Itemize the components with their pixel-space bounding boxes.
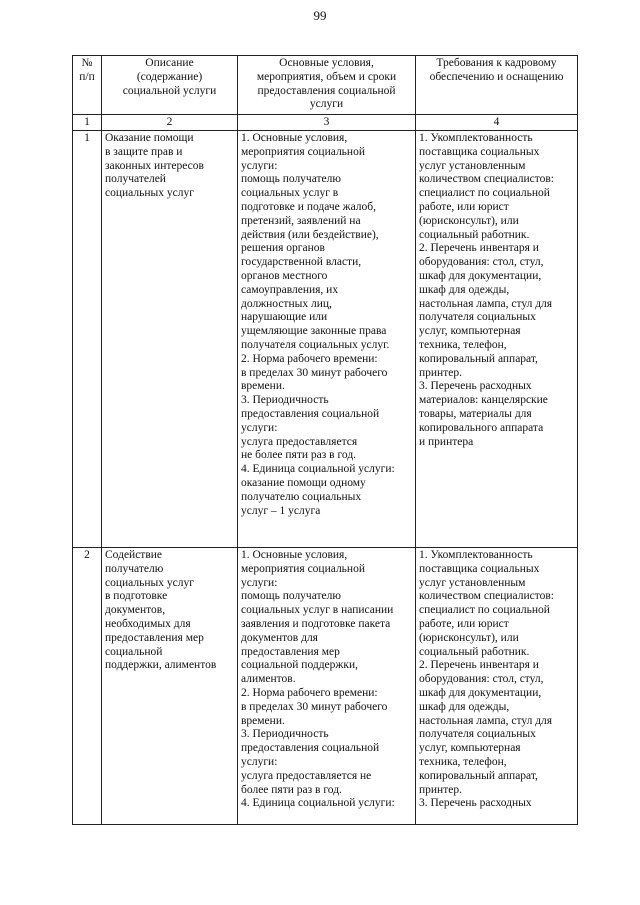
text-line: документов, [105, 604, 166, 617]
text-line: специалист по социальной [419, 187, 550, 200]
text-line: предоставления социальной [241, 742, 380, 755]
text-line: в пределах 30 минут рабочего [241, 366, 388, 379]
text-line: 1. Основные условия, [241, 549, 348, 561]
text-line: социальной [105, 645, 163, 658]
text-line: помощь получателю [241, 173, 341, 186]
text-line: предоставления социальной [241, 407, 380, 420]
header-cell-number [73, 56, 102, 115]
text-line: работе, или юрист [419, 200, 509, 213]
text-line: 2. Норма рабочего времени: [241, 352, 378, 365]
text-line: получателя социальных [419, 728, 536, 741]
text-line: принтер. [419, 783, 462, 796]
text-line: не более пяти раз в год. [241, 449, 357, 462]
text-line: услуги: [241, 576, 278, 589]
text-line: (юрисконсульт), или [419, 631, 519, 644]
text-line: самоуправления, их [241, 283, 339, 296]
text-line: Описание [145, 57, 194, 69]
text-line: подготовке и подаче жалоб, [241, 200, 377, 213]
text-line: специалист по социальной [419, 604, 550, 617]
header-cell-description [102, 56, 238, 115]
column-number: 1 [73, 115, 102, 131]
row-number: 1 [73, 131, 102, 548]
text-line: органов местного [241, 269, 328, 282]
service-requirements [416, 131, 578, 548]
text-line: услуга предоставляется не [241, 769, 372, 782]
text-line: социальный работник. [419, 228, 530, 241]
text-line: шкаф для одежды, [419, 700, 510, 713]
text-line: копировального аппарата [419, 421, 544, 434]
text-line: действия (или бездействие), [241, 228, 379, 241]
service-requirements [416, 548, 578, 825]
text-line: времени. [241, 714, 285, 727]
service-description [102, 131, 238, 548]
text-line: п/п [79, 70, 95, 83]
text-line: социальных услуг [105, 187, 194, 200]
text-line: мероприятия социальной [241, 145, 365, 158]
text-line: 3. Перечень расходных [419, 380, 532, 393]
text-line: материалов: канцелярские [419, 394, 548, 407]
text-line: 3. Периодичность [241, 728, 329, 741]
text-line: социальной поддержки, [241, 659, 358, 672]
text-line: копировальный аппарат, [419, 769, 538, 782]
header-cell-requirements [416, 56, 578, 115]
text-line: получателей [105, 173, 166, 186]
text-line: 3. Перечень расходных [419, 797, 532, 810]
text-line: услуга предоставляется [241, 435, 358, 448]
text-line: № [81, 57, 93, 69]
column-number: 2 [102, 115, 238, 131]
text-line: социальной услуги [122, 84, 217, 97]
text-line: необходимых для [105, 617, 191, 630]
text-line: 2. Норма рабочего времени: [241, 686, 378, 699]
text-line: документов для [241, 631, 318, 644]
text-line: времени. [241, 380, 285, 393]
text-line: (юрисконсульт), или [419, 214, 519, 227]
text-line: 3. Периодичность [241, 394, 329, 407]
text-line: принтер. [419, 366, 462, 379]
table-header-row [73, 56, 578, 115]
text-line: поддержки, алиментов [105, 659, 217, 672]
text-line: Требования к кадровому [436, 57, 557, 69]
text-line: 1. Основные условия, [241, 132, 348, 144]
text-line: в защите прав и [105, 145, 183, 158]
text-line: предоставления мер [241, 645, 340, 658]
header-cell-conditions [238, 56, 416, 115]
service-description [102, 548, 238, 825]
text-line: предоставления мер [105, 631, 204, 644]
text-line: 1. Укомплектованность [419, 549, 533, 561]
text-line: получателю [105, 562, 164, 575]
text-line: услуг – 1 услуга [241, 504, 321, 517]
text-line: услуги: [241, 421, 278, 434]
text-line: Основные условия, [279, 57, 374, 69]
page-number: 99 [313, 8, 327, 23]
text-line: количеством специалистов: [419, 590, 554, 603]
text-line: нарушающие или [241, 311, 328, 324]
text-line: и принтера [419, 435, 474, 448]
text-line: количеством специалистов: [419, 173, 554, 186]
text-line: услуги [309, 98, 344, 111]
text-line: 4. Единица социальной услуги: [241, 797, 395, 810]
service-conditions [238, 548, 416, 825]
column-number-row [73, 115, 578, 131]
column-number: 4 [416, 115, 578, 131]
text-line: законных интересов [105, 159, 204, 172]
text-line: услуги: [241, 755, 278, 768]
text-line: 2. Перечень инвентаря и [419, 659, 539, 672]
text-line: (содержание) [136, 70, 203, 83]
text-line: товары, материалы для [419, 407, 532, 420]
text-line: более пяти раз в год. [241, 783, 342, 796]
text-line: социальных услуг в написании [241, 604, 394, 617]
text-line: услуг, компьютерная [419, 325, 521, 338]
text-line: получателя социальных услуг. [241, 338, 390, 351]
row-number: 2 [73, 548, 102, 825]
table-row [73, 548, 578, 825]
text-line: услуг установленным [419, 576, 526, 589]
text-line: услуг, компьютерная [419, 742, 521, 755]
text-line: настольная лампа, стул для [419, 297, 553, 310]
text-line: алиментов. [241, 673, 296, 686]
text-line: Содействие [105, 549, 163, 561]
table-row [73, 131, 578, 548]
text-line: 2. Перечень инвентаря и [419, 242, 539, 255]
text-line: ущемляющие законные права [241, 325, 387, 338]
text-line: 4. Единица социальной услуги: [241, 463, 395, 476]
text-line: мероприятия социальной [241, 562, 365, 575]
column-number: 3 [238, 115, 416, 131]
text-line: услуги: [241, 159, 278, 172]
text-line: претензий, заявлений на [241, 214, 361, 227]
service-conditions [238, 131, 416, 548]
text-line: поставщика социальных [419, 562, 540, 575]
text-line: оборудования: стол, стул, [419, 256, 544, 269]
text-line: техника, телефон, [419, 755, 507, 768]
text-line: 1. Укомплектованность [419, 132, 533, 144]
text-line: оказание помощи одному [241, 476, 366, 489]
text-line: предоставления социальной [257, 84, 396, 97]
text-line: работе, или юрист [419, 617, 509, 630]
text-line: копировальный аппарат, [419, 352, 538, 365]
text-line: социальных услуг в [241, 187, 339, 200]
text-line: поставщика социальных [419, 145, 540, 158]
text-line: получателю социальных [241, 490, 362, 503]
text-line: оборудования: стол, стул, [419, 673, 544, 686]
text-line: шкаф для одежды, [419, 283, 510, 296]
text-line: заявления и подготовке пакета [241, 617, 391, 630]
text-line: Оказание помощи [105, 132, 194, 144]
text-line: мероприятия, объем и сроки [256, 70, 397, 83]
text-line: услуг установленным [419, 159, 526, 172]
text-line: в подготовке [105, 590, 168, 603]
text-line: в пределах 30 минут рабочего [241, 700, 388, 713]
text-line: шкаф для документации, [419, 269, 542, 282]
text-line: шкаф для документации, [419, 686, 542, 699]
text-line: социальных услуг [105, 576, 194, 589]
text-line: обеспечению и оснащению [429, 70, 564, 83]
text-line: получателя социальных [419, 311, 536, 324]
text-line: настольная лампа, стул для [419, 714, 553, 727]
text-line: социальный работник. [419, 645, 530, 658]
text-line: помощь получателю [241, 590, 341, 603]
services-table [72, 55, 578, 825]
text-line: техника, телефон, [419, 338, 507, 351]
text-line: должностных лиц, [241, 297, 332, 310]
text-line: государственной власти, [241, 256, 362, 269]
text-line: решения органов [241, 242, 325, 255]
